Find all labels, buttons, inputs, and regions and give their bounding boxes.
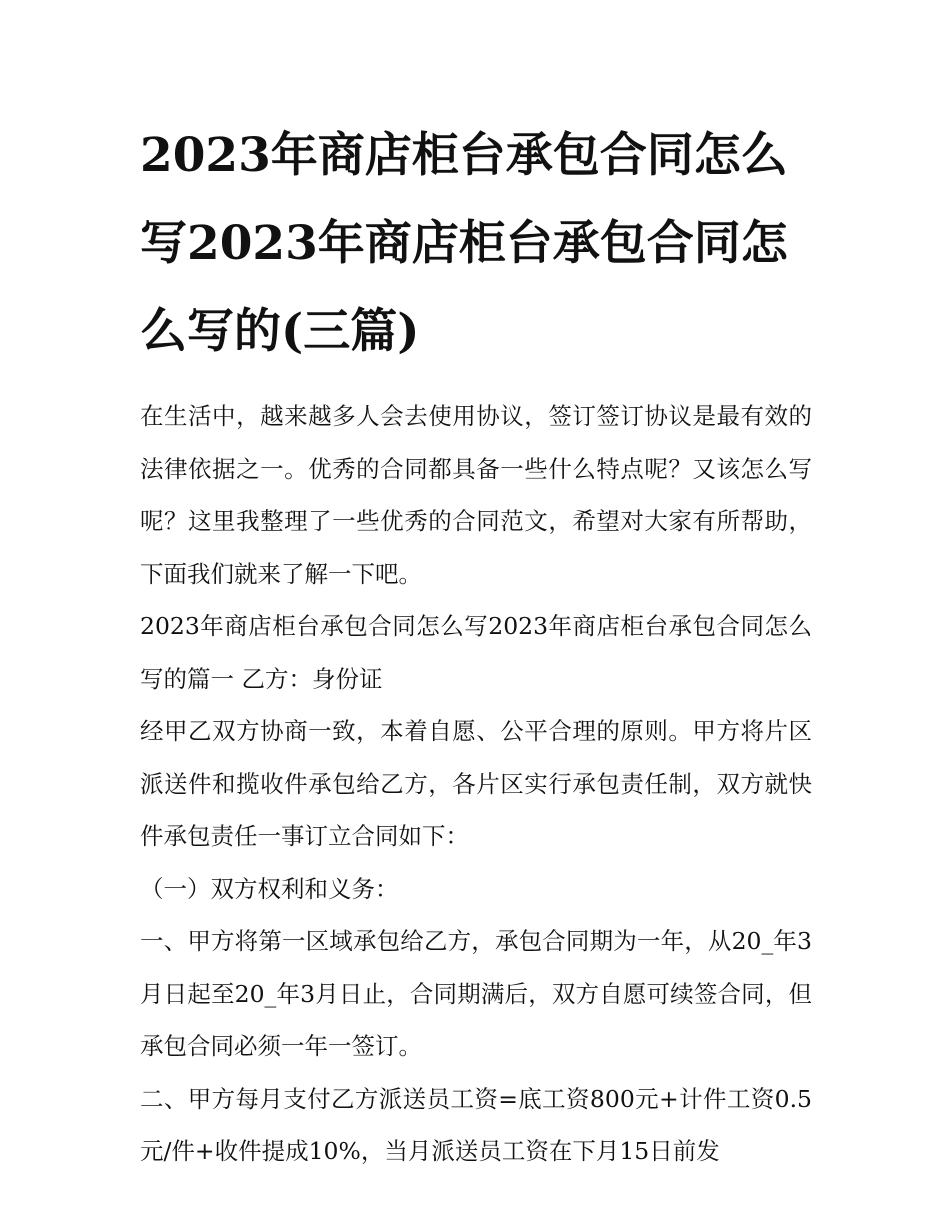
clause-two: 二、甲方每月支付乙方派送员工资=底工资800元+计件工资0.5元/件+收件提成10%，当月派送员工资在下月15日前发 — [140, 1084, 812, 1165]
section-heading: 2023年商店柜台承包合同怎么写2023年商店柜台承包合同怎么写的篇一 乙方：身份证 — [140, 612, 812, 693]
clause-one: 一、甲方将第一区域承包给乙方，承包合同期为一年，从20_年3月日起至20_年3月日止，合同期满后，双方自愿可续签合同，但承包合同必须一年一签订。 — [140, 927, 812, 1060]
intro-paragraph: 在生活中，越来越多人会去使用协议，签订签订协议是最有效的法律依据之一。优秀的合同都具备一些什么特点呢？又该怎么写呢？这里我整理了一些优秀的合同范文，希望对大家有所帮助，下面我们就来了解一下吧。 — [140, 402, 812, 588]
document-body — [140, 390, 812, 1178]
document-page — [140, 112, 812, 1178]
agreement-paragraph: 经甲乙双方协商一致，本着自愿、公平合理的原则。甲方将片区派送件和揽收件承包给乙方，各片区实行承包责任制，双方就快件承包责任一事订立合同如下： — [140, 717, 812, 850]
rights-heading: （一）双方权利和义务： — [140, 874, 399, 903]
document-title: 2023年商店柜台承包合同怎么写2023年商店柜台承包合同怎么写的(三篇) — [140, 128, 788, 359]
